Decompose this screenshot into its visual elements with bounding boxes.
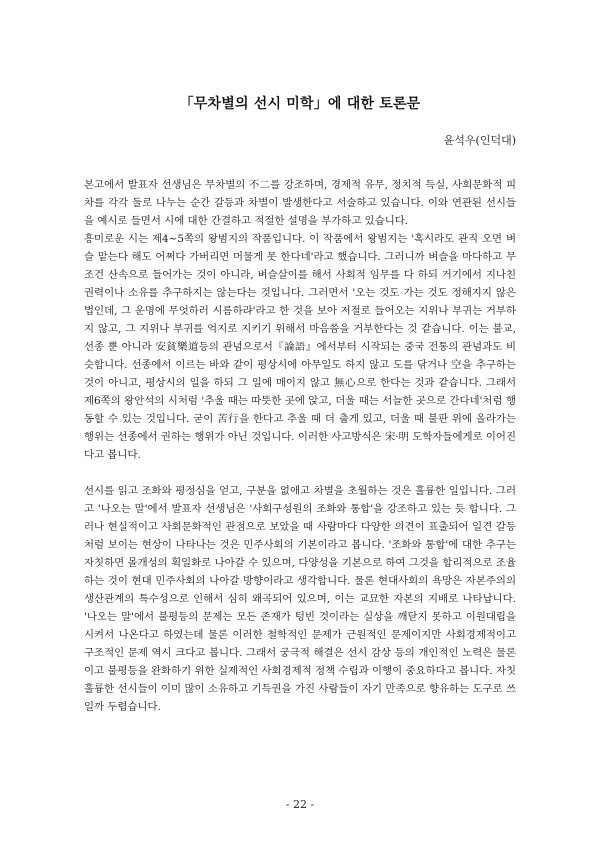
document-body — [84, 176, 516, 716]
paragraph-2: 흥미로운 시는 제4~5쪽의 왕범지의 작품입니다. 이 작품에서 왕범지는 '혹시라도 관직 오면 벼슬 맡는다 해도 어쩌다 가버리면 머물게 못 한다네'라고 했습니다. 그러니까 벼슬을 마다하고 무조건 산속으로 들어가는 것이 아니라, 벼슬살이를 해서 사회적 임무를 다 하되 거기에서 지나친 권력이나 소유를 추구하지는 않는다는 것입니다. 그러면서 '오는 것도 가는 것도 정해지지 않은 법인데, 그 운명에 무엇하러 시름하랴'라고 한 것을 보아 저절로 들어오는 지위나 부귀는 거부하지 않고, 그 지위나 부귀를 억지로 지키기 위해서 마음씀을 거부한다는 것 같습니다. 이는 불교, 선종 뿐 아니라 安貧樂道등의 관념으로서『論語』에서부터 시작되는 중국 전통의 관념과도 비슷합니다. 선종에서 이르는 바와 같이 평상시에 아무일도 하지 않고 도를 닦거나 空을 추구하는 것이 아니고, 평상시의 일을 하되 그 일에 매이지 않고 無心으로 한다는 것과 같습니다. 그래서 제6쪽의 왕안석의 시처럼 '추울 때는 따뜻한 곳에 앉고, 더울 때는 서늘한 곳으로 간다네'처럼 행동할 수 있는 것입니다. 굳이 苦行을 한다고 추울 때 더 춥게 있고, 더울 때 불판 위에 올라가는 행위는 선종에서 권하는 행위가 아닌 것입니다. 이러한 사고방식은 宋·明 도학자들에게로 이어진다고 봅니다. — [84, 233, 516, 461]
author-name: 윤석우(인덕대) — [443, 134, 516, 147]
paragraph-3: 선시를 읽고 조화와 평정심을 얻고, 구분을 없애고 차별을 초월하는 것은 훌륭한 일입니다. 그러고 '나오는 말'에서 발표자 선생님은 '사회구성원의 조화와 통합'을 강조하고 있는 듯 합니다. 그러나 현실적이고 사회문화적인 관점으로 보았을 때 사람마다 다양한 의견이 표출되어 일견 갈등처럼 보이는 현상이 나타나는 것은 민주사회의 기본이라고 봅니다. '조화와 통합'에 대한 추구는 자칫하면 몰개성의 획일화로 나아갈 수 있으며, 다양성을 기본으로 하여 그것을 합리적으로 조율하는 것이 현대 민주사회의 나아갈 방향이라고 생각합니다. 물론 현대사회의 욕망은 자본주의의 생산관계의 특수성으로 인해서 심히 왜곡되어 있으며, 이는 교묘한 자본의 지배로 나타납니다. '나오는 말'에서 불평등의 문제는 모든 존재가 텅빈 것이라는 실상을 깨닫지 못하고 이원대립을 시켜서 나온다고 하였는데 물론 이러한 철학적인 문제가 근원적인 문제이지만 사회경제적이고 구조적인 문제 역시 크다고 봅니다. 그래서 궁극적 해결은 선시 감상 등의 개인적인 노력은 물론이고 불평등을 완화하기 위한 실제적인 사회경제적 정책 수립과 이행이 중요하다고 봅니다. 자칫 훌륭한 선시들이 이미 많이 소유하고 기득권을 가진 사람들이 자기 만족으로 향유하는 도구로 쓰일까 두렵습니다. — [84, 485, 516, 713]
document-title: 「무차별의 선시 미학」에 대한 토론문 — [179, 96, 421, 112]
paragraph-1: 본고에서 발표자 선생님은 무차별의 不二를 강조하며, 경제적 유무, 정치적 득실, 사회문화적 피차를 각각 둘로 나누는 순간 갈등과 차별이 발생한다고 서술하고 있습니다. 이와 연관된 선시들을 예시로 들면서 시에 대한 간결하고 적절한 설명을 부가하고 있습니다. — [84, 179, 516, 227]
page-number: - 22 - — [285, 798, 315, 811]
